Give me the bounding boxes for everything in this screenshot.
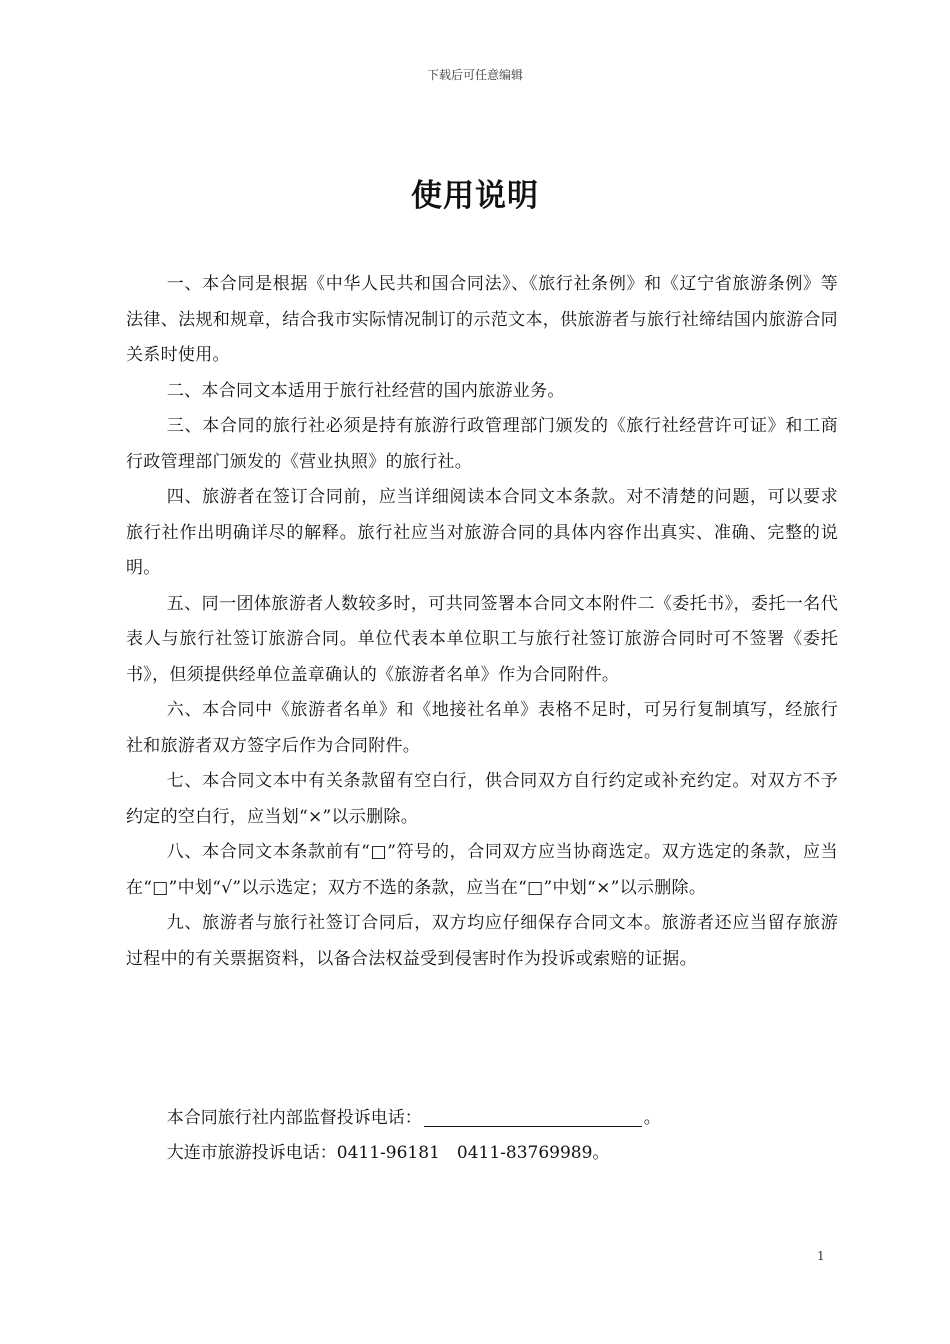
contact-section [126,1101,838,1171]
document-title: 使用说明 [411,178,539,214]
paragraph-4: 四、旅游者在签订合同前，应当详细阅读本合同文本条款。对不清楚的问题，可以要求旅行社作出明确详尽的解释。旅行社应当对旅游合同的具体内容作出真实、准确、完整的说明。 [126,487,838,578]
header-note: 下载后可任意编辑 [426,68,523,82]
page-number: 1 [817,1249,825,1263]
internal-complaint-end: 。 [643,1108,661,1128]
paragraph-6: 六、本合同中《旅游者名单》和《地接社名单》表格不足时，可另行复制填写，经旅行社和旅游者双方签字后作为合同附件。 [126,700,838,756]
paragraph-9: 九、旅游者与旅行社签订合同后，双方均应仔细保存合同文本。旅游者还应当留存旅游过程中的有关票据资料，以备合法权益受到侵害时作为投诉或索赔的证据。 [126,913,838,969]
paragraph-2: 二、本合同文本适用于旅行社经营的国内旅游业务。 [166,380,565,401]
city-complaint-line: 大连市旅游投诉电话：0411-96181 0411-83769989。 [166,1143,610,1163]
internal-complaint-line [126,1101,838,1136]
internal-complaint-label: 本合同旅行社内部监督投诉电话： [166,1108,422,1128]
phone-blank-field[interactable] [424,1106,642,1127]
document-body [126,267,838,977]
paragraph-7: 七、本合同文本中有关条款留有空白行，供合同双方自行约定或补充约定。对双方不予约定的空白行，应当划“×”以示删除。 [126,771,838,827]
paragraph-5: 五、同一团体旅游者人数较多时，可共同签署本合同文本附件二《委托书》，委托一名代表人与旅行社签订旅游合同。单位代表本单位职工与旅行社签订旅游合同时可不签署《委托书》，但须提供经单位盖章确认的《旅游者名单》作为合同附件。 [126,593,838,685]
paragraph-3: 三、本合同的旅行社必须是持有旅游行政管理部门颁发的《旅行社经营许可证》和工商行政管理部门颁发的《营业执照》的旅行社。 [126,416,838,472]
paragraph-8: 八、本合同文本条款前有“□”符号的，合同双方应当协商选定。双方选定的条款，应当在“□”中划“√”以示选定；双方不选的条款，应当在“□”中划“×”以示删除。 [126,842,838,898]
paragraph-1: 一、本合同是根据《中华人民共和国合同法》、《旅行社条例》和《辽宁省旅游条例》等法律、法规和规章，结合我市实际情况制订的示范文本，供旅游者与旅行社缔结国内旅游合同关系时使用。 [126,274,838,365]
